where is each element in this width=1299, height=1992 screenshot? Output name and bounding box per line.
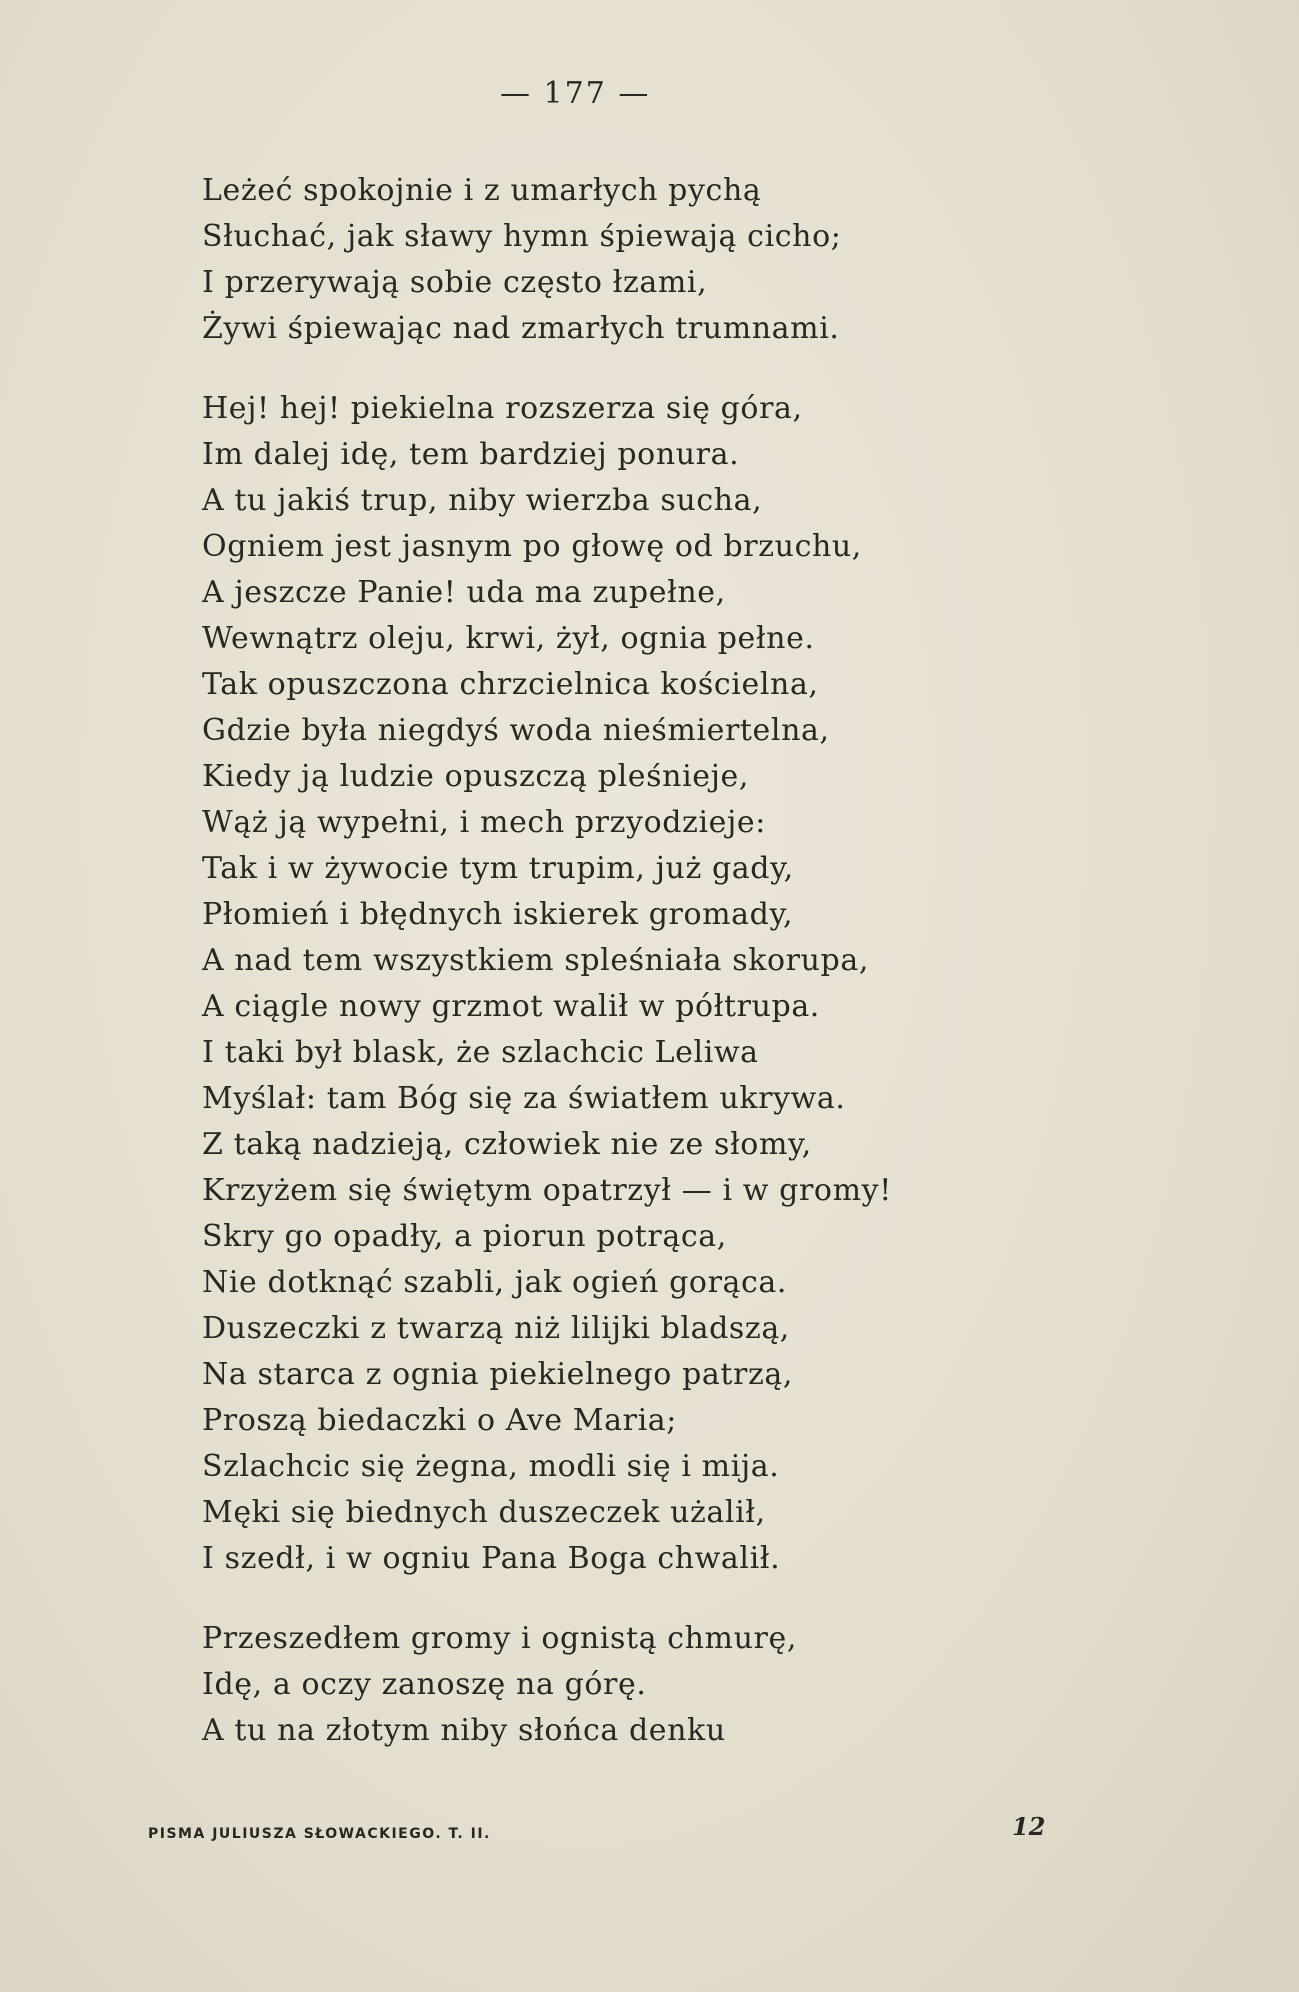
verse-line: Im dalej idę, tem bardziej ponura. [202,437,740,472]
verse-line: I szedł, i w ogniu Pana Boga chwalił. [202,1541,781,1576]
verse-line: Słuchać, jak sławy hymn śpiewają cicho; [202,219,842,254]
verse-line: Proszą biedaczki o Ave Maria; [202,1403,677,1438]
verse-line: Duszeczki z twarzą niż lilijki bladszą, [202,1311,790,1346]
verse-line: Płomień i błędnych iskierek gromady, [202,897,794,932]
verse-line: Przeszedłem gromy i ognistą chmurę, [202,1621,797,1656]
verse-line: A tu jakiś trup, niby wierzba sucha, [202,483,763,518]
verse-line: Gdzie była niegdyś woda nieśmiertelna, [202,713,830,748]
verse-line: Myślał: tam Bóg się za światłem ukrywa. [202,1081,846,1116]
verse-line: Nie dotknąć szabli, jak ogień gorąca. [202,1265,788,1300]
stanza [202,386,1202,1582]
verse-line: A tu na złotym niby słońca denku [202,1713,726,1748]
verse-line: Na starca z ognia piekielnego patrzą, [202,1357,793,1392]
verse-line: Wąż ją wypełni, i mech przyodzieje: [202,805,766,840]
verse-line: Męki się biednych duszeczek użalił, [202,1495,766,1530]
verse-line: Wewnątrz oleju, krwi, żył, ognia pełne. [202,621,815,656]
verse-line: A jeszcze Panie! uda ma zupełne, [202,575,726,610]
verse-line: Hej! hej! piekielna rozszerza się góra, [202,391,803,426]
verse-line: Tak i w żywocie tym trupim, już gady, [202,851,794,886]
poem-text [202,168,1202,1788]
verse-line: Z taką nadzieją, człowiek nie ze słomy, [202,1127,812,1162]
verse-line: Kiedy ją ludzie opuszczą pleśnieje, [202,759,750,794]
verse-line: I taki był blask, że szlachcic Leliwa [202,1035,759,1070]
verse-line: A ciągle nowy grzmot walił w półtrupa. [202,989,820,1024]
verse-line: A nad tem wszystkiem spleśniała skorupa, [202,943,869,978]
verse-line: Krzyżem się świętym opatrzył — i w gromy! [202,1173,892,1208]
verse-line: Szlachcic się żegna, modli się i mija. [202,1449,780,1484]
verse-line: Idę, a oczy zanoszę na górę. [202,1667,647,1702]
verse-line: Żywi śpiewając nad zmarłych trumnami. [202,311,840,346]
verse-line: Leżeć spokojnie i z umarłych pychą [202,173,762,208]
book-signature: PISMA JULIUSZA SŁOWACKIEGO. T. II. [148,1826,491,1842]
verse-line: Tak opuszczona chrzcielnica kościelna, [202,667,819,702]
page-number-text: — 177 — [500,76,651,111]
sheet-number: 12 [1012,1812,1046,1841]
verse-line: I przerywają sobie często łzami, [202,265,708,300]
stanza [202,1616,1202,1754]
verse-line: Ogniem jest jasnym po głowę od brzuchu, [202,529,862,564]
verse-line: Skry go opadły, a piorun potrąca, [202,1219,727,1254]
stanza [202,168,1202,352]
